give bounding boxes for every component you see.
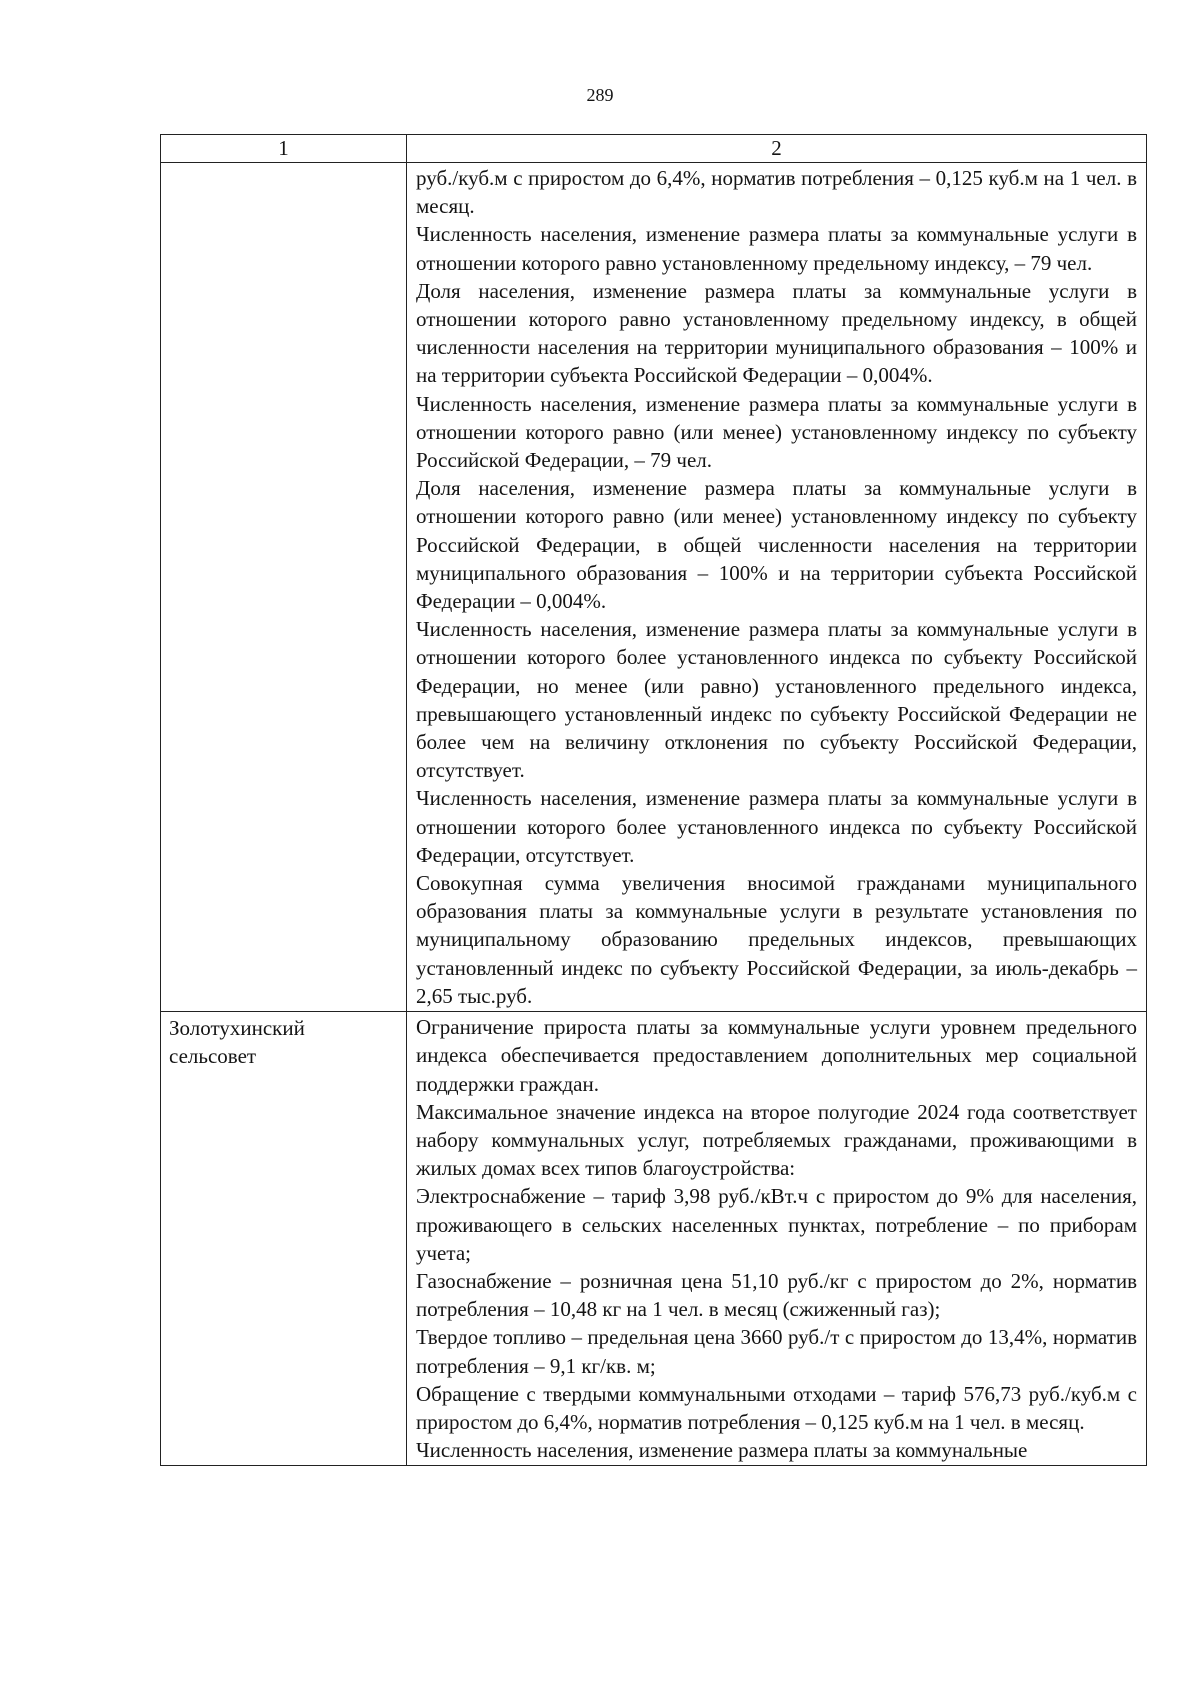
table-row bbox=[161, 163, 1147, 1012]
paragraph: Доля населения, изменение размера платы за коммунальные услуги в отношении которого равно установленному предельному индексу, в общей численности населения на территории муниципального образования – 100% и на территории субъекта Российской Федерации – 0,004%. bbox=[416, 278, 1137, 388]
paragraph: Обращение с твердыми коммунальными отходами – тариф 576,73 руб./куб.м с приростом до 6,4%, норматив потребления – 0,125 куб.м на 1 чел. в месяц. bbox=[416, 1381, 1137, 1434]
municipality-name-cell: Золотухинский сельсовет bbox=[161, 1012, 407, 1466]
paragraph: Совокупная сумма увеличения вносимой гражданами муниципального образования платы за коммунальные услуги в результате установления по муниципальному образованию предельных индексов, превышающих установленный индекс по субъекту Российской Федерации, за июль-декабрь – 2,65 тыс.руб. bbox=[416, 871, 1137, 1008]
table-row bbox=[161, 1012, 1147, 1466]
paragraph: Максимальное значение индекса на второе полугодие 2024 года соответствует набору коммунальных услуг, потребляемых гражданами, проживающими в жилых домах всех типов благоустройства: bbox=[416, 1099, 1137, 1181]
paragraph: Численность населения, изменение размера платы за коммунальные услуги в отношении которого более установленного индекса по субъекту Российской Федерации, но менее (или равно) установленного предельного индекса, превышающего установленный индекс по субъекту Российской Федерации не более чем на величину отклонения по субъекту Российской Федерации, отсутствует. bbox=[416, 617, 1137, 783]
paragraph: Твердое топливо – предельная цена 3660 руб./т с приростом до 13,4%, норматив потребления – 9,1 кг/кв. м; bbox=[416, 1325, 1137, 1378]
description-cell bbox=[407, 1012, 1147, 1466]
paragraph: Доля населения, изменение размера платы за коммунальные услуги в отношении которого равно (или менее) установленному индексу по субъекту Российской Федерации, в общей численности населения на территории муниципального образования – 100% и на территории субъекта Российской Федерации – 0,004%. bbox=[416, 476, 1137, 614]
municipality-name-cell bbox=[161, 163, 407, 1012]
paragraph: Численность населения, изменение размера платы за коммунальные bbox=[416, 1438, 1028, 1463]
paragraph: Ограничение прироста платы за коммунальные услуги уровнем предельного индекса обеспечивается предоставлением дополнительных мер социальной поддержки граждан. bbox=[416, 1015, 1137, 1096]
indices-table bbox=[160, 134, 1147, 1466]
paragraph: Численность населения, изменение размера платы за коммунальные услуги в отношении которого равно установленному предельному индексу, – 79 чел. bbox=[416, 222, 1137, 275]
table-header-row bbox=[161, 135, 1147, 163]
paragraph: руб./куб.м с приростом до 6,4%, норматив потребления – 0,125 куб.м на 1 чел. в месяц. bbox=[416, 166, 1137, 219]
page-number: 289 bbox=[586, 85, 614, 105]
description-cell bbox=[407, 163, 1147, 1012]
paragraph: Численность населения, изменение размера платы за коммунальные услуги в отношении которого равно (или менее) установленному индексу по субъекту Российской Федерации, – 79 чел. bbox=[416, 391, 1137, 473]
column-header-2: 2 bbox=[407, 135, 1147, 163]
paragraph: Численность населения, изменение размера платы за коммунальные услуги в отношении которого более установленного индекса по субъекту Российской Федерации, отсутствует. bbox=[416, 786, 1137, 867]
column-header-1: 1 bbox=[161, 135, 407, 163]
paragraph: Электроснабжение – тариф 3,98 руб./кВт.ч с приростом до 9% для населения, проживающего в сельских населенных пунктах, потребление – по приборам учета; bbox=[416, 1184, 1137, 1265]
paragraph: Газоснабжение – розничная цена 51,10 руб./кг с приростом до 2%, норматив потребления – 10,48 кг на 1 чел. в месяц (сжиженный газ); bbox=[416, 1268, 1137, 1322]
